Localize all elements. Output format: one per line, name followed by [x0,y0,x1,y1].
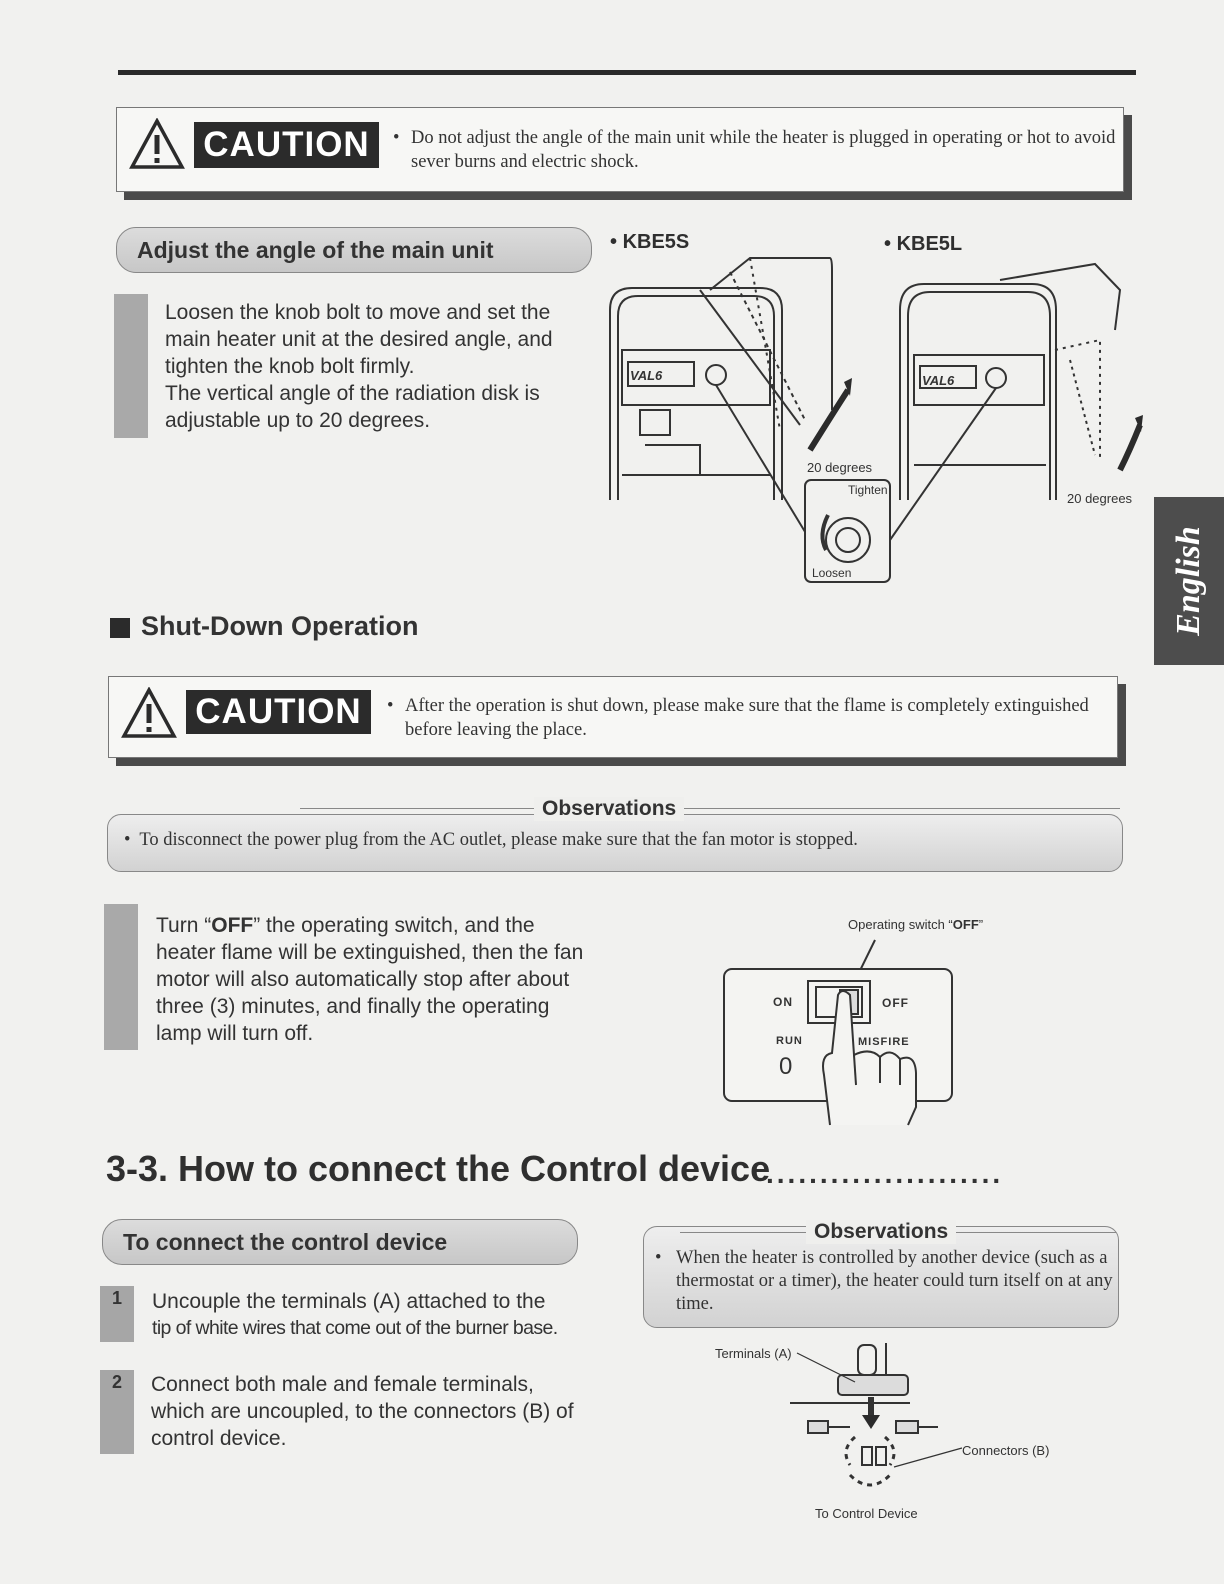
caution-box-angle [116,107,1124,192]
language-tab-english [1154,497,1224,665]
paragraph-marker [104,904,138,1050]
section-square-icon [110,618,130,638]
switch-on-label: ON [773,995,793,1009]
connectors-label: Connectors (B) [962,1443,1050,1458]
brand-label-left: VAL6 [630,368,663,383]
switch-off-label: OFF [882,996,909,1010]
caution-box-shutdown [108,676,1118,758]
section-header-adjust-angle: Adjust the angle of the main unit [116,227,592,273]
caution-badge: CAUTION [186,690,371,734]
top-rule [118,70,1136,75]
terminals-leader-line [795,1350,865,1385]
step-2-text: Connect both male and female terminals, which are uncoupled, to the connectors (B) of control device. [151,1373,574,1450]
shutdown-paragraph-off: OFF [211,914,254,937]
heater-angle-illustration [600,250,1145,590]
run-lamp-indicator: 0 [779,1053,793,1080]
switch-caption: Operating switch “OFF” [848,917,984,932]
adjust-paragraph [165,299,595,434]
language-tab-label: English [1170,526,1207,636]
section-title-shutdown: Shut-Down Operation [141,611,419,641]
warning-triangle-icon [129,118,185,170]
observations-rule [300,808,1120,809]
terminals-label: Terminals (A) [715,1346,792,1361]
observations-text-content: To disconnect the power plug from the AC outlet, please make sure that the fan motor is stopped. [139,830,858,850]
warning-triangle-icon [121,687,177,739]
caution-text-content: Do not adjust the angle of the main unit while the heater is plugged in operating or hot to avoid sever burns and electric shock. [411,128,1116,172]
caution-text: • After the operation is shut down, please make sure that the flame is completely extinguished before leaving the place. [387,696,1089,740]
section-header-connect-device: To connect the control device [102,1219,578,1265]
step-1-line-2: tip of white wires that come out of the burner base. [152,1317,558,1339]
control-device-label: To Control Device [815,1506,918,1521]
section-heading-connect: 3-3. How to connect the Control device [106,1148,771,1189]
paragraph-marker [114,294,148,438]
caution-badge: CAUTION [194,122,379,168]
heading-leader-dots: ...................... [766,1158,1004,1189]
observations-text: • When the heater is controlled by another device (such as a thermostat or a timer), the heater could turn itself on at any time. [655,1248,1113,1314]
shutdown-paragraph-prefix: Turn “ [156,914,212,937]
observations-title: Observations [806,1220,956,1244]
caution-text: • Do not adjust the angle of the main unit while the heater is plugged in operating or hot to avoid sever burns and electric shock. [393,128,1116,172]
misfire-lamp-label: MISFIRE [855,1036,910,1048]
caution-text-content: After the operation is shut down, please make sure that the flame is completely extinguished before leaving the place. [405,696,1089,740]
loosen-label: Loosen [812,566,852,580]
degrees-label-left: 20 degrees [807,460,873,475]
connectors-leader-line [890,1445,965,1470]
adjust-paragraph-2: The vertical angle of the radiation disk is adjustable up to 20 degrees. [165,382,540,432]
shutdown-paragraph [156,912,584,1047]
observations-text: • To disconnect the power plug from the AC outlet, please make sure that the fan motor is stopped. [124,830,858,850]
operating-switch-illustration [720,935,960,1130]
brand-label-right: VAL6 [922,373,955,388]
step-1-line-1: Uncouple the terminals (A) attached to the [152,1290,546,1313]
step-1-text [152,1288,592,1342]
model-label-kbe5l: • KBE5L [884,233,963,255]
observations-text-content: When the heater is controlled by another device (such as a thermostat or a timer), the heater could turn itself on at any time. [676,1248,1113,1314]
observations-title: Observations [534,797,684,821]
model-label-kbe5s: • KBE5S [610,231,690,253]
adjust-paragraph-1: Loosen the knob bolt to move and set the main heater unit at the desired angle, and tighten the knob bolt firmly. [165,301,553,378]
tighten-label: Tighten [848,483,888,497]
step-number-1: 1 [100,1286,134,1342]
run-lamp-label: RUN [776,1035,803,1047]
shutdown-paragraph-suffix: ” the operating switch, and the heater flame will be extinguished, then the fan motor will also automatically stop after about three (3) minutes, and finally the operating lamp will turn off. [156,914,584,1045]
step-number-2: 2 [100,1370,134,1454]
degrees-label-right: 20 degrees [1067,491,1133,506]
